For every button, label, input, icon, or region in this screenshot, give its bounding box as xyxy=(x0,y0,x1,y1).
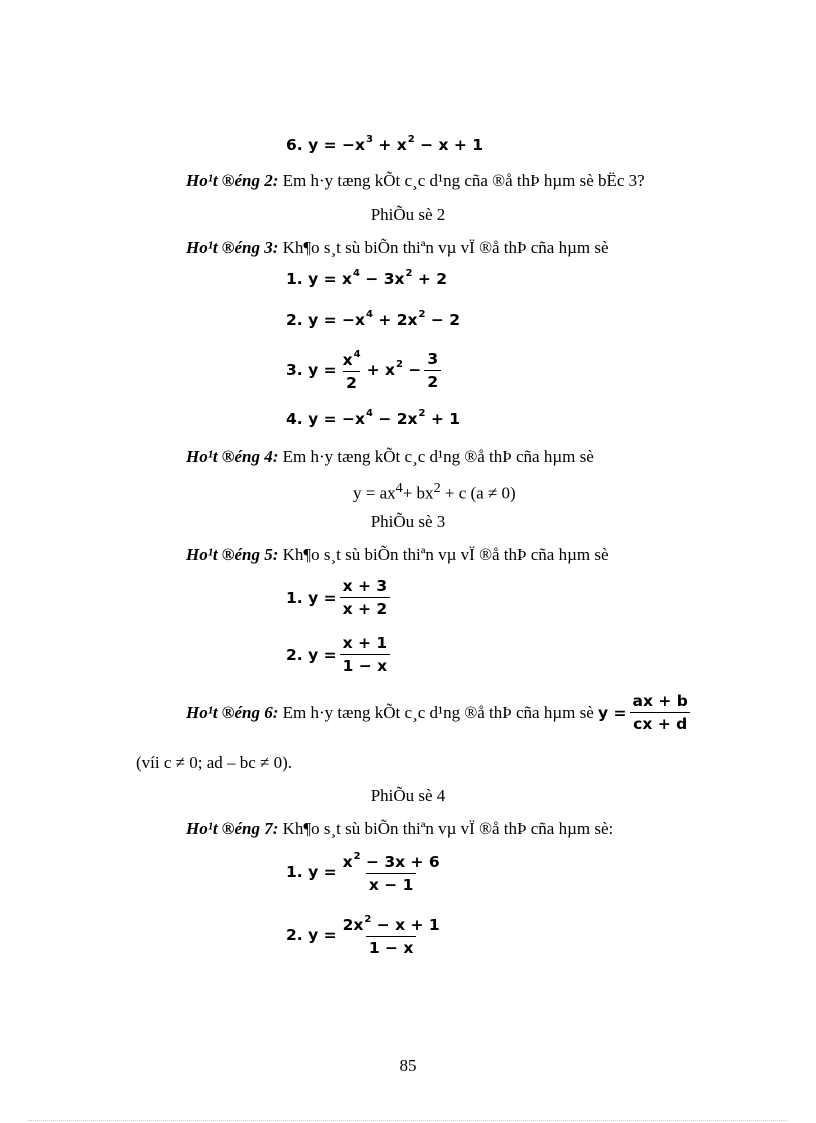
activity-heading: Ho¹t ®éng 6: xyxy=(186,702,279,722)
equation-7-1 xyxy=(286,850,446,894)
activity-text: Em h·y tæng kÕt c¸c d¹ng ®å thÞ cña hµm sè xyxy=(278,447,594,466)
equation-5-1 xyxy=(286,577,393,618)
activity-heading: Ho¹t ®éng 2: xyxy=(186,171,279,190)
activity-heading: Ho¹t ®éng 5: xyxy=(186,545,279,564)
page-bottom-divider xyxy=(28,1120,788,1121)
fraction-numerator: x + 1 xyxy=(342,634,388,652)
equation-number: 2. xyxy=(286,926,303,945)
fraction xyxy=(424,350,441,391)
sheet-3-title: PhiÕu sè 3 xyxy=(370,512,446,531)
equation-lhs: y = xyxy=(308,588,337,607)
equation-expression: $-x^3 + x^2 - x + 1$ xyxy=(342,134,484,155)
activity-6-paragraph xyxy=(186,692,694,733)
formula-quartic: $y = ax^4+ bx^2 + c$ (a ≠ 0) xyxy=(353,480,516,503)
equation-3-1 xyxy=(286,270,447,288)
page-number: 85 xyxy=(399,1056,417,1075)
activity-3-paragraph xyxy=(186,238,609,258)
equation-number: 2. xyxy=(286,311,303,330)
activity-6-condition: (víi c ≠ 0; ad – bc ≠ 0). xyxy=(136,753,293,772)
activity-4-paragraph xyxy=(186,447,594,467)
activity-heading: Ho¹t ®éng 7: xyxy=(186,819,279,838)
inline-equation xyxy=(598,692,694,733)
equation-expression: $x^4 - 3x^2 + 2$ xyxy=(342,268,448,289)
equation-number: 6. xyxy=(286,136,303,155)
equation-3-4 xyxy=(286,410,460,428)
activity-text: Kh¶o s¸t sù biÕn thiªn vµ vÏ ®å thÞ cña hµm sè xyxy=(278,238,609,257)
fraction-numerator: $x^2 - 3x + 6$ xyxy=(342,851,440,872)
fraction-numerator: ax + b xyxy=(632,692,688,710)
fraction xyxy=(340,913,443,957)
fraction-denominator: 2 xyxy=(424,370,441,391)
equation-number: 1. xyxy=(286,588,303,607)
activity-text: Kh¶o s¸t sù biÕn thiªn vµ vÏ ®å thÞ cña hµm sè xyxy=(278,545,609,564)
fraction-denominator: x + 2 xyxy=(340,597,391,618)
activity-text: Em h·y tæng kÕt c¸c d¹ng ®å thÞ cña hµm sè xyxy=(278,702,598,722)
sheet-2-title: PhiÕu sè 2 xyxy=(370,205,446,224)
equation-lhs: y = xyxy=(308,410,337,429)
fraction-denominator: cx + d xyxy=(630,712,690,733)
sheet-4-title: PhiÕu sè 4 xyxy=(370,786,446,805)
activity-7-paragraph xyxy=(186,819,613,839)
equation-7-2 xyxy=(286,913,446,957)
fraction-denominator: x − 1 xyxy=(366,873,417,894)
equation-3-3 xyxy=(286,348,444,392)
activity-5-paragraph xyxy=(186,545,609,565)
equation-lhs: y = xyxy=(308,926,337,945)
fraction xyxy=(340,850,443,894)
fraction-denominator: 1 − x xyxy=(340,654,391,675)
equation-number: 1. xyxy=(286,270,303,289)
equation-lhs: y = xyxy=(308,270,337,289)
equation-number: 3. xyxy=(286,361,303,380)
equation-lhs: y = xyxy=(308,311,337,330)
equation-5-2 xyxy=(286,634,393,675)
fraction-denominator: 1 − x xyxy=(366,936,417,957)
activity-heading: Ho¹t ®éng 4: xyxy=(186,447,279,466)
equation-lhs: y = xyxy=(308,361,337,380)
fraction-denominator: 2 xyxy=(343,371,360,392)
fraction-numerator: 3 xyxy=(427,349,439,368)
fraction xyxy=(340,634,391,675)
equation-lhs: y = xyxy=(598,703,627,722)
fraction xyxy=(630,692,691,733)
equation-lhs: y = xyxy=(308,863,337,882)
fraction-numerator: $x^4$ xyxy=(342,349,361,370)
fraction xyxy=(340,348,364,392)
equation-number: 4. xyxy=(286,410,303,429)
equation-6-cubic xyxy=(286,136,483,154)
equation-expression: $-x^4 + 2x^2 - 2$ xyxy=(342,309,461,330)
activity-text: Em h·y tæng kÕt c¸c d¹ng cña ®å thÞ hµm sè bËc 3? xyxy=(278,171,645,190)
activity-2-paragraph xyxy=(186,171,645,191)
equation-number: 1. xyxy=(286,863,303,882)
activity-heading: Ho¹t ®éng 3: xyxy=(186,238,279,257)
equation-3-2 xyxy=(286,311,460,329)
equation-number: 2. xyxy=(286,645,303,664)
equation-expression: $-x^4 - 2x^2 + 1$ xyxy=(342,408,461,429)
fraction-numerator: x + 3 xyxy=(342,577,388,595)
equation-lhs: y = xyxy=(308,645,337,664)
equation-expression: + $x^2$ − xyxy=(366,359,422,380)
fraction-numerator: $2x^2 - x + 1$ xyxy=(342,914,440,935)
activity-text: Kh¶o s¸t sù biÕn thiªn vµ vÏ ®å thÞ cña hµm sè: xyxy=(278,819,614,838)
fraction xyxy=(340,577,391,618)
equation-lhs: y = xyxy=(308,136,337,155)
